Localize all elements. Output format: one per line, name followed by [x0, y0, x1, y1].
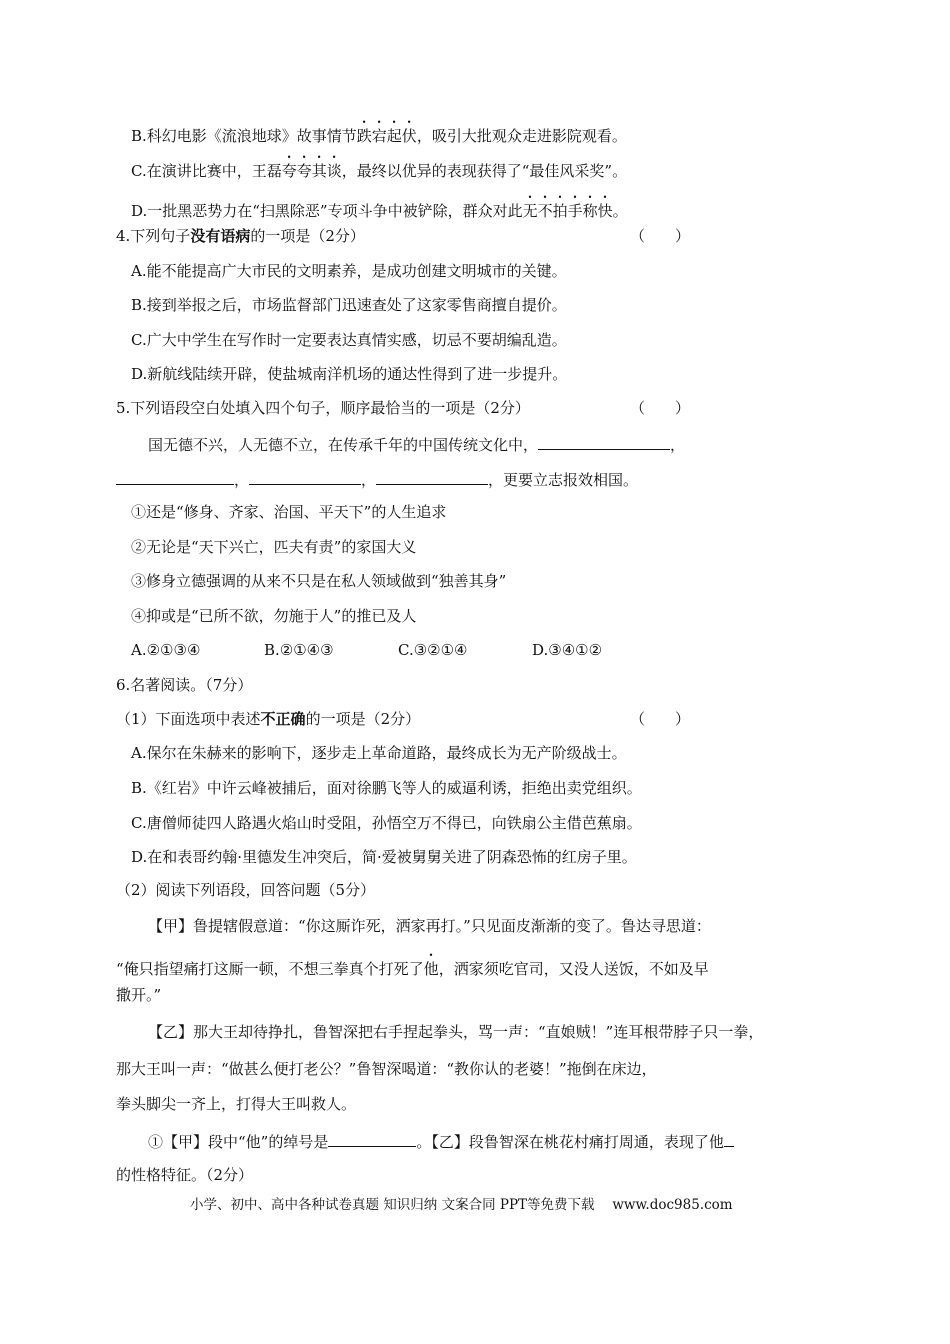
q6-option-b: B.《红岩》中许云峰被捕后，面对徐鹏飞等人的威逼利诱，拒绝出卖党组织。: [131, 779, 642, 797]
jia-passage-line1: 【甲】鲁提辖假意道：“你这厮诈死，洒家再打。”只见面皮渐渐的变了。鲁达寻思道：: [148, 917, 711, 935]
q6-sub1-stem: （1）下面选项中表述不正确的一项是（2分）: [116, 710, 421, 728]
q4-option-d: D.新航线陆续开辟，使盐城南洋机场的通达性得到了进一步提升。: [131, 365, 568, 383]
trait-blank[interactable]: [724, 1131, 734, 1147]
q6-question-1-tail: 的性格特征。（2分）: [116, 1166, 254, 1184]
q5-sentence-3: ③修身立德强调的从来不只是在私人领域做到“独善其身”: [131, 572, 507, 590]
yi-passage-line3: 拳头脚尖一齐上，打得大王叫救人。: [116, 1095, 357, 1113]
q6-option-c: C.唐僧师徒四人路遇火焰山时受阻，孙悟空万不得已，向铁扇公主借芭蕉扇。: [131, 814, 642, 832]
q5-sentence-1: ①还是“修身、齐家、治国、平天下”的人生追求: [131, 503, 447, 521]
q5-blank-2[interactable]: [116, 469, 234, 485]
q5-choice-b: B.②①④③: [264, 641, 334, 659]
q5-sentence-4: ④抑或是“已所不欲，勿施于人”的推已及人: [131, 607, 417, 625]
q3-option-d: D.一批黑恶势力在“扫黑除恶”专项斗争中被铲除，群众对此无不拍手称快。: [131, 202, 628, 220]
q6-option-a: A.保尔在朱赫来的影响下，逐步走上革命道路，最终成长为无产阶级战士。: [131, 744, 627, 762]
yi-passage-line2: 那大王叫一声：“做甚么便打老公？”鲁智深喝道：“教你认的老婆！”拖倒在床边，: [116, 1060, 657, 1078]
q5-choice-a: A.②①③④: [131, 641, 201, 659]
q6-option-d: D.在和表哥约翰·里德发生冲突后，简·爱被舅舅关进了阴森恐怖的红房子里。: [131, 848, 637, 866]
q3-option-b: B.科幻电影《流浪地球》故事情节跌宕起伏，吸引大批观众走进影院观看。: [131, 127, 627, 145]
q6-question-1: ①【甲】段中“他”的绰号是 。【乙】段鲁智深在桃花村痛打周通，表现了他: [148, 1131, 734, 1152]
q4-answer-paren: （ ）: [630, 227, 691, 245]
q5-blank-3[interactable]: [249, 469, 361, 485]
nickname-blank[interactable]: [328, 1131, 416, 1147]
q4-stem: 4.下列句子没有语病的一项是（2分）: [116, 227, 365, 245]
q6-answer-paren: （ ）: [630, 710, 691, 728]
q5-answer-paren: （ ）: [630, 399, 691, 417]
q5-sentence-2: ②无论是“天下兴亡，匹夫有责”的家国大义: [131, 538, 417, 556]
q4-option-c: C.广大中学生在写作时一定要表达真情实感，切忌不要胡编乱造。: [131, 331, 567, 349]
q5-blank-1[interactable]: [538, 434, 670, 450]
jia-passage-line3: 撒开。”: [116, 986, 162, 1004]
q5-passage-line2: ， ， ，更要立志报效相国。: [116, 469, 638, 490]
q5-choice-d: D.③④①②: [532, 641, 603, 659]
q4-option-b: B.接到举报之后，市场监督部门迅速查处了这家零售商擅自提价。: [131, 296, 567, 314]
q3-option-c: C.在演讲比赛中，王磊夸夸其谈，最终以优异的表现获得了“最佳风采奖”。: [131, 162, 628, 180]
jia-passage-line2: “俺只指望痛打这厮一顿，不想三拳真个打死了他，洒家须吃官司，又没人送饭，不如及早: [116, 960, 709, 978]
q6-sub2-stem: （2）阅读下列语段，回答问题（5分）: [116, 881, 376, 899]
q5-choice-c: C.③②①④: [398, 641, 468, 659]
q5-stem: 5.下列语段空白处填入四个句子，顺序最恰当的一项是（2分）: [116, 399, 530, 417]
q4-option-a: A.能不能提高广大市民的文明素养，是成功创建文明城市的关键。: [131, 262, 567, 280]
q5-blank-4[interactable]: [376, 469, 488, 485]
q5-passage-line1: 国无德不兴，人无德不立，在传承千年的中国传统文化中， ，: [148, 436, 686, 454]
q6-stem: 6.名著阅读。（7分）: [116, 676, 253, 694]
yi-passage-line1: 【乙】那大王却待挣扎，鲁智深把右手捏起拳头，骂一声：“直娘贼！”连耳根带脖子只一拳，: [148, 1023, 764, 1041]
footer-ad: 小学、初中、高中各种试卷真题 知识归纳 文案合同 PPT等免费下载 www.doc985.com: [190, 1197, 733, 1213]
